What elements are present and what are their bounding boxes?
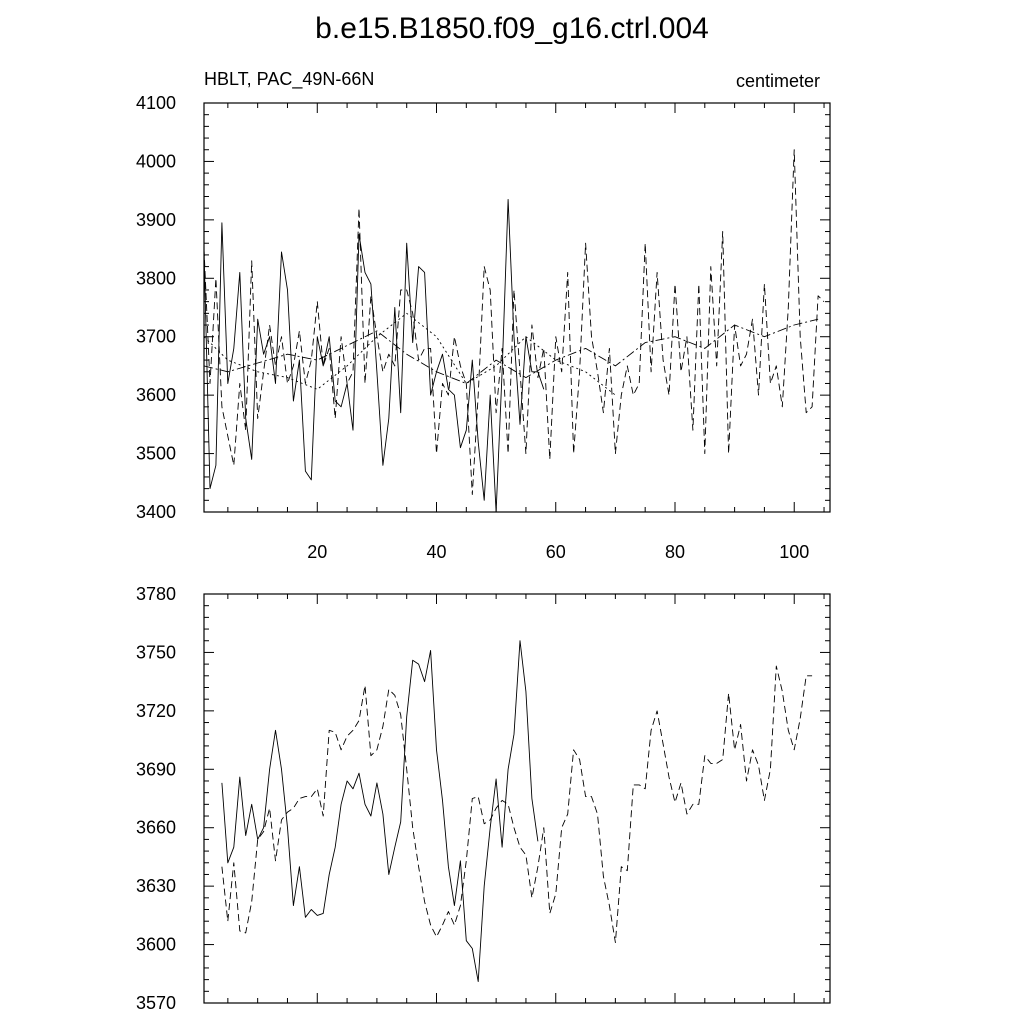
- y-tick-label: 3500: [135, 443, 176, 464]
- y-tick-label: 3690: [135, 759, 176, 780]
- y-tick-label: 3570: [135, 993, 176, 1013]
- figure-title: b.e15.B1850.f09_g16.ctrl.004: [315, 12, 709, 45]
- y-tick-label: 3660: [135, 817, 176, 838]
- y-tick-label: 3700: [135, 326, 176, 347]
- plot-frame: [204, 103, 830, 512]
- variable-region-label: HBLT, PAC_49N-66N: [204, 69, 375, 89]
- y-tick-label: 3780: [135, 584, 176, 604]
- plot-frame: [204, 594, 830, 1003]
- bottom-panel: [136, 584, 830, 1013]
- x-tick-label: 40: [426, 542, 447, 562]
- series-dashed-line: [222, 666, 812, 943]
- x-tick-label: 20: [307, 542, 328, 562]
- y-tick-label: 3750: [135, 642, 176, 663]
- units-label: centimeter: [735, 71, 820, 91]
- y-tick-label: 3720: [135, 700, 176, 721]
- y-tick-label: 3600: [135, 385, 176, 406]
- y-tick-label: 4000: [135, 151, 176, 172]
- y-tick-label: 3630: [135, 876, 176, 897]
- x-tick-label: 100: [779, 542, 810, 562]
- y-tick-label: 3800: [135, 268, 176, 289]
- x-tick-label: 60: [545, 542, 566, 562]
- top-panel: [136, 69, 830, 562]
- x-tick-label: 80: [664, 542, 686, 562]
- series-solid-line: [204, 199, 544, 512]
- y-tick-label: 4100: [135, 93, 176, 113]
- y-tick-label: 3400: [135, 502, 176, 522]
- y-tick-label: 3900: [135, 209, 176, 230]
- series-dashed-line: [204, 150, 824, 495]
- y-tick-label: 3600: [135, 934, 176, 955]
